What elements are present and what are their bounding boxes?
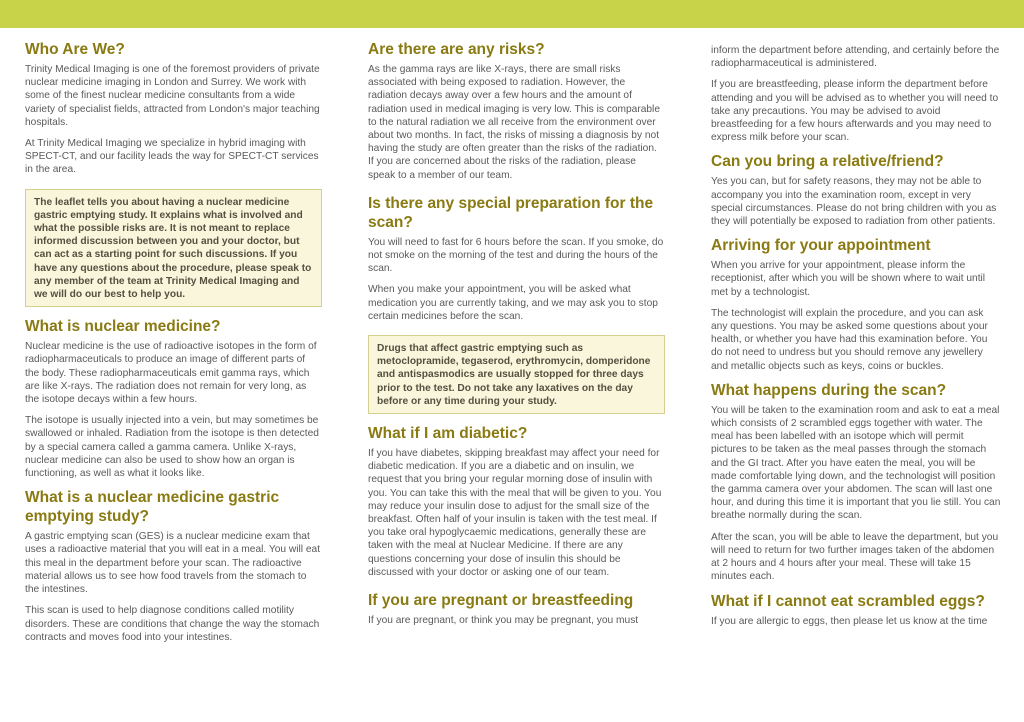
arriving-paragraph-1: When you arrive for your appointment, please inform the receptionist, after which you will be shown where to wait until met by a technologist. <box>711 260 986 298</box>
preparation-paragraph-1: You will need to fast for 6 hours before the scan. If you smoke, do not smoke on the morning of the test and during the hours of the scan. <box>368 236 664 275</box>
preparation-heading: Is there any special preparation for the scan? <box>368 194 654 231</box>
scrambled-eggs-paragraph: If you are allergic to eggs, then please let us know at the time <box>711 615 988 627</box>
who-are-we-paragraph-1: Trinity Medical Imaging is one of the foremost providers of private nuclear medicine imaging in London and Surrey. We work with some of the finest nuclear medicine consultants from a wide variety of specialist fields, attracted from London's major teaching hospitals. <box>25 64 320 128</box>
risks-paragraph: As the gamma rays are like X-rays, there are small risks associated with being exposed to radiation. However, the radiation decays away over a few hours and the amount of radiation used in medical imaging is very low. This is comparable to the natural radiation we all receive from the environment over about two months. In fact, the risks of missing a diagnosis by not having the study are often greater than the risks of the radiation. If you are concerned about the risks of the radiation, please speak to a member of our team. <box>368 64 660 181</box>
top-accent-bar <box>0 0 1024 28</box>
who-are-we-heading: Who Are We? <box>25 41 125 58</box>
nuclear-medicine-paragraph-1: Nuclear medicine is the use of radioactive isotopes in the form of radiopharmaceuticals to produce an image of different parts of the body. These radiopharmaceuticals emit gamma rays, which are like X-rays. The radiation does not remain for very long, as the isotope decays within a few hours. <box>25 341 317 406</box>
nuclear-medicine-heading: What is nuclear medicine? <box>25 318 221 336</box>
medication-callout-text: Drugs that affect gastric emptying such as metoclopramide, tegaserod, erythromycin, domperidone and antispasmodics are usually stopped for three days prior to the test. Do not take any laxatives on the day before or any time during your study. <box>377 343 651 407</box>
gastric-emptying-paragraph-1: A gastric emptying scan (GES) is a nuclear medicine exam that uses a radioactive material that you will eat in a meal. You will eat this meal in the department before your scan. The radioactive material allows us to see how food travels from the stomach to the intestines. <box>25 531 321 596</box>
pregnant-heading: If you are pregnant or breastfeeding <box>368 592 634 610</box>
column-left <box>25 40 322 722</box>
during-scan-paragraph-2: After the scan, you will be able to leave the department, but you will need to return for two further images taken of the abdomen at 2 hours and 4 hours after your meal. These will take 15 minutes each. <box>711 531 999 583</box>
nuclear-medicine-paragraph-2: The isotope is usually injected into a vein, but may sometimes be swallowed or inhaled. Radiation from the isotope is then detected by a special camera called a gamma camera. Unlike X-rays, nuclear medicine can also be used to show how an organ is functioning, as well as what it looks like. <box>25 415 319 480</box>
during-scan-heading: What happens during the scan? <box>711 381 947 399</box>
diabetic-heading: What if I am diabetic? <box>368 425 528 443</box>
relative-friend-heading: Can you bring a relative/friend? <box>711 153 944 171</box>
scrambled-eggs-heading: What if I cannot eat scrambled eggs? <box>711 592 985 610</box>
leaflet-info-callout <box>25 189 322 308</box>
pregnant-paragraph: If you are pregnant, or think you may be pregnant, you must <box>368 615 639 627</box>
arriving-heading: Arriving for your appointment <box>711 237 931 255</box>
medication-callout <box>368 335 665 414</box>
leaflet-info-text: The leaflet tells you about having a nuclear medicine gastric emptying study. It explains what is involved and what the possible risks are. It is not meant to replace informed discussion between you and your doctor, but can act as a starting point for such discussions. If you have any questions about the procedure, please speak to any member of the team at Trinity Medical Imaging and we will do our best to help you. <box>34 196 312 301</box>
gastric-emptying-paragraph-2: This scan is used to help diagnose conditions called motility disorders. These are conditions that change the way the stomach contracts and moves food into your intestines. <box>25 605 320 643</box>
relative-friend-paragraph: Yes you can, but for safety reasons, they may not be able to accompany you into the examination room, except in very special circumstances. Please do not bring children with you as they will potentially be exposed to radiation from other patients. <box>711 176 997 228</box>
breastfeeding-paragraph: If you are breastfeeding, please inform the department before attending and you will be advised as to whether you will need to take any precautions. You may be advised to avoid breastfeeding for a few hours afterwards and you may need to express milk before your scan. <box>711 79 999 144</box>
gastric-emptying-heading: What is a nuclear medicine gastric emptying study? <box>25 489 280 526</box>
column-middle <box>368 40 665 722</box>
during-scan-paragraph-1: You will be taken to the examination room and ask to eat a meal which consists of 2 scrambled eggs together with water. The meal has been labelled with an isotope which will permit pictures to be taken as the meal passes through the stomach and the GI tract. After you have eaten the meal, you will be made comfortable lying down, and the technologist will position the gamma camera over your abdomen. The scan will last one hour, and during this time it is important that you lie still. You can breathe normally during the scan. <box>711 404 1001 522</box>
diabetic-paragraph: If you have diabetes, skipping breakfast may affect your need for diabetic medication. If you are a diabetic and on insulin, we request that you bring your regular morning dose of insulin with you. You can take this with the meal that will be given to you. You may reduce your insulin dose to adjust for the small size of the breakfast. Often half of your insulin is taken with the test meal. If you take oral hypoglycaemic medications, generally these are taken with the meal at Nuclear Medicine. If there are any questions concerning your dose of insulin this should be discussed with your doctor or asking one of our team. <box>368 448 662 578</box>
column-right <box>711 44 1001 722</box>
preparation-paragraph-2: When you make your appointment, you will be asked what medication you are currently taking, and we may ask you to stop certain medicines before the scan. <box>368 284 658 322</box>
who-are-we-paragraph-2: At Trinity Medical Imaging we specialize in hybrid imaging with SPECT-CT, and our facility leads the way for SPECT-CT services in the area. <box>25 138 319 176</box>
arriving-paragraph-2: The technologist will explain the procedure, and you can ask any questions. You may be asked some questions about your health, or whether you have had this examination before. You do not need to undress but you should remove any jewellery and metallic objects such as keys, coins or buckles. <box>711 307 988 372</box>
pregnant-paragraph-continued: inform the department before attending, and certainly before the radiopharmaceutical is administered. <box>711 45 1000 70</box>
risks-heading: Are there are any risks? <box>368 41 545 58</box>
